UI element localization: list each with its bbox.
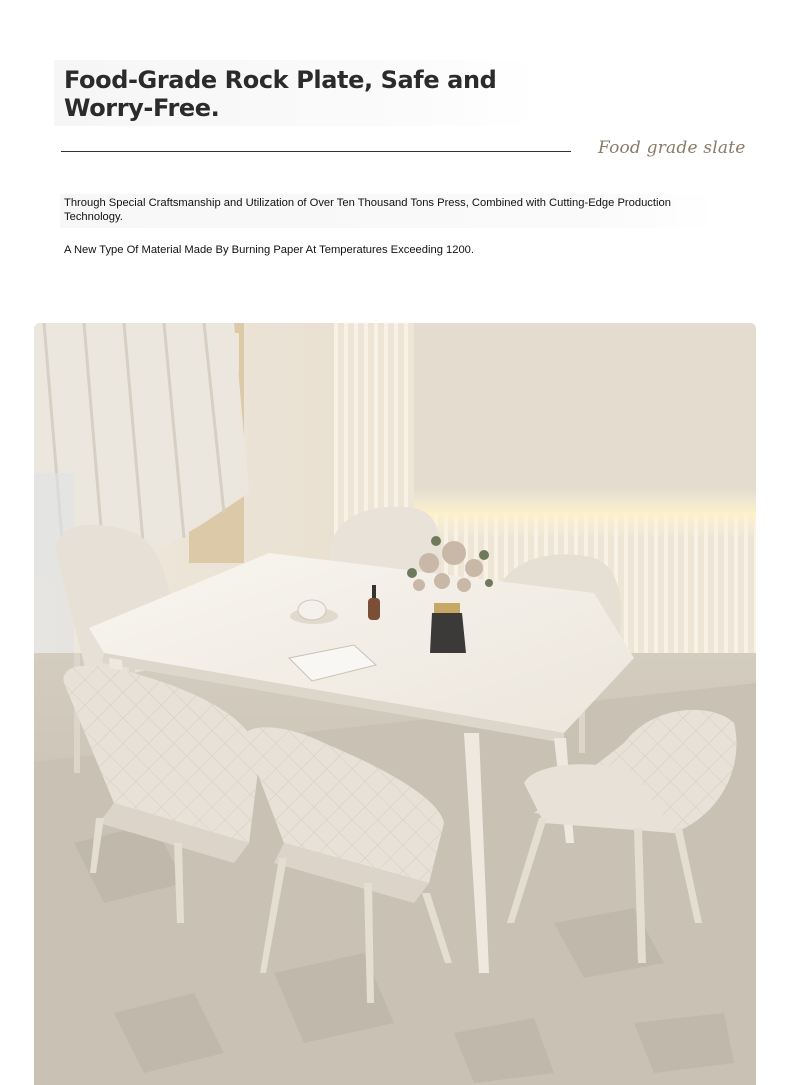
page-title: Food-Grade Rock Plate, Safe and Worry-Free.: [64, 66, 497, 122]
product-photo: [34, 323, 756, 1085]
script-caption: Food grade slate: [598, 138, 746, 158]
divider-line: [61, 151, 571, 152]
description-text-1: Through Special Craftsmanship and Utilization of Over Ten Thousand Tons Press, Combined with Cutting-Edge Production Technology.: [64, 197, 671, 223]
description-text-2: A New Type Of Material Made By Burning Paper At Temperatures Exceeding 1200.: [64, 244, 475, 256]
